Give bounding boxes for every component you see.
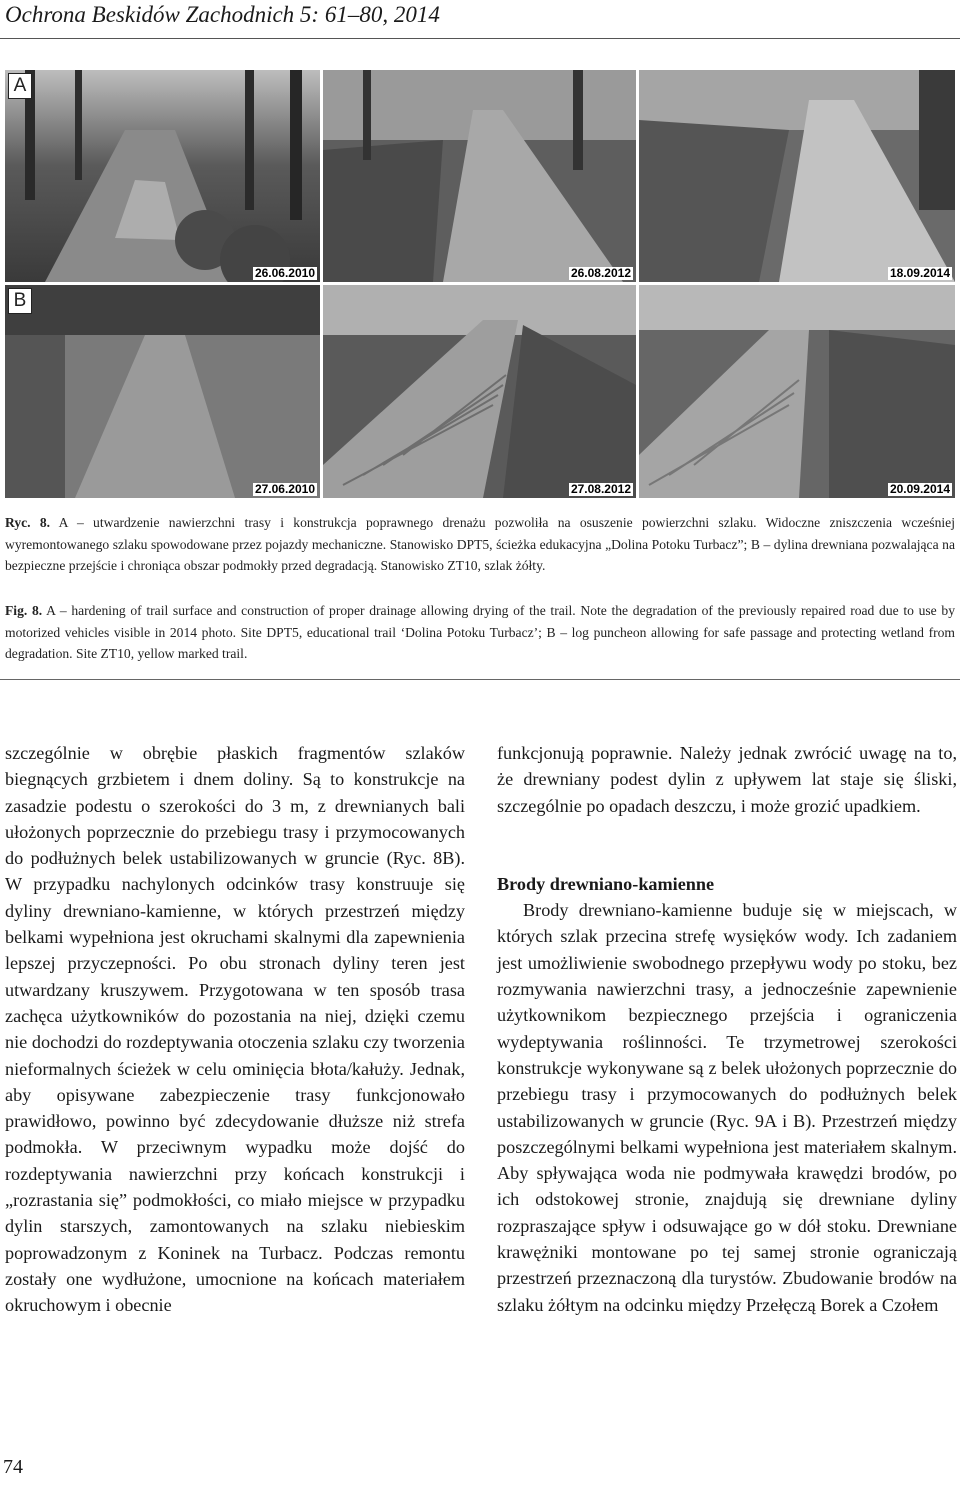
photo-b-2014	[639, 285, 955, 498]
body-column-left	[5, 740, 465, 1319]
section-heading: Brody drewniano-kamienne	[497, 873, 715, 894]
meadow-trail-photo	[5, 285, 320, 498]
body-paragraph: Brody drewniano-kamienne buduje się w miejscach, w których szlak przecina strefę wysięków wody. Ich zadaniem jest umożliwienie swobodnego przepływu wody po stoku, bez rozmywania nawierzchni trasy, a jednocześnie zapewnienie użytkownikom bezpiecznego przejścia i ograniczenia wydeptywania roślinności. Te trzymetrowej szerokości konstrukcje wykonywane są z belek ułożonych poprzecznie do przebiegu trasy i przymocowanych do podłużnych belek ustabilizowanych w gruncie (Ryc. 9A i B). Przestrzeń między poszczególnymi belkami wypełniona jest materiałem skalnym. Aby spływająca woda nie podmywała krawędzi brodów, po ich odstokowej stronie, znajdują się drewniane dyliny rozpraszające spływ i odsuwające go w dół stoku. Drewniane krawężniki montowane po tej samej stronie ograniczają przestrzeń przeznaczoną dla turystów. Zbudowanie brodów na szlaku żółtym na odcinku między Przełęczą Borek a Czołem	[497, 900, 957, 1315]
body-paragraph: szczególnie w obrębie płaskich fragmentów szlaków biegnących grzbietem i dnem doliny. Są to konstrukcje na zasadzie podestu o szerokości do 3 m, z drewnianych bali ułożonych poprzecznie do przebiegu trasy i przymocowanych do podłużnych belek ustabilizowanych w gruncie (Ryc. 8B). W przypadku nachylonych odcinków trasy konstruuje się dyliny drewniano-kamienne, w których przestrzeń między belkami wypełniona jest okruchami skalnymi dla zapewnienia lepszej przyczepności. Po obu stronach dyliny teren jest utwardzany kruszywem. Przygotowana w ten sposób trasa zachęca użytkowników do pozostania na niej, dzięki czemu nie dochodzi do rozdeptywania otoczenia szlaku czy tworzenia nieformalnych ścieżek w celu ominięcia błota/kałuży. Jednak, aby opisywane zabezpieczenie trasy funkcjonowało prawidłowo, powinno być zdecydowanie dłuższe niż strefa podmokła. W przeciwnym wypadku może dojść do rozdeptywania nawierzchni przy końcach konstrukcji i „rozrastania się” podmokłości, co miało miejsce w przypadku dylin starszych, zamontowanych na szlaku niebieskim poprowadzonym z Koninek na Turbacz. Podczas remontu zostały one wydłużone, umocnione na końcach materiałem okruchowym i obecnie	[5, 743, 465, 1316]
header-divider	[0, 38, 960, 39]
caption-divider	[0, 679, 960, 680]
photo-b-2010	[5, 285, 320, 498]
photo-date: 26.06.2010	[254, 266, 315, 280]
body-paragraph: funkcjonują poprawnie. Należy jednak zwrócić uwagę na to, że drewniany podest dylin z upływem lat staje się śliski, szczególnie po opadach deszczu, i może grozić upadkiem.	[497, 743, 957, 816]
panel-label-a: A	[8, 73, 32, 99]
caption-label: Ryc. 8.	[5, 515, 51, 530]
photo-date: 20.09.2014	[889, 482, 950, 496]
photo-a-2014	[639, 70, 955, 282]
forest-trail-photo	[5, 70, 320, 282]
page-number: 74	[3, 1456, 23, 1478]
log-puncheon-photo	[323, 285, 636, 498]
panel-label-b: B	[8, 288, 32, 314]
photo-date: 18.09.2014	[889, 266, 950, 280]
caption-text: A – utwardzenie nawierzchni trasy i konstrukcja poprawnego drenażu pozwoliła na osuszenie powierzchni szlaku. Widoczne zniszczenia wcześniej wyremontowanego szlaku spowodowane przez pojazdy mechaniczne. Stanowisko DPT5, ścieżka edukacyjna „Dolina Potoku Turbacz”; B – dylina drewniana pozwalająca na bezpieczne przejście i chroniąca obszar podmokły przed degradacją. Stanowisko ZT10, szlak żółty.	[5, 515, 955, 573]
figure-caption-en	[5, 600, 955, 665]
forest-road-photo	[639, 70, 955, 282]
journal-header: Ochrona Beskidów Zachodnich 5: 61–80, 2014	[5, 2, 440, 27]
figure-8	[5, 70, 955, 498]
forest-road-photo	[323, 70, 636, 282]
photo-a-2010	[5, 70, 320, 282]
photo-date: 27.06.2010	[254, 482, 315, 496]
log-puncheon-photo	[639, 285, 955, 498]
photo-date: 26.08.2012	[570, 266, 631, 280]
caption-label: Fig. 8.	[5, 603, 43, 618]
photo-b-2012	[323, 285, 636, 498]
body-column-right	[497, 740, 957, 1318]
figure-caption-pl	[5, 512, 955, 577]
caption-text: A – hardening of trail surface and construction of proper drainage allowing drying of the trail. Note the degradation of the previously repaired road due to use by motorized vehicles visible in 2014 photo. Site DPT5, educational trail ‘Dolina Potoku Turbacz’; B – log puncheon allowing for safe passage and protecting wetland from degradation. Site ZT10, yellow marked trail.	[5, 603, 955, 661]
photo-date: 27.08.2012	[570, 482, 631, 496]
photo-a-2012	[323, 70, 636, 282]
